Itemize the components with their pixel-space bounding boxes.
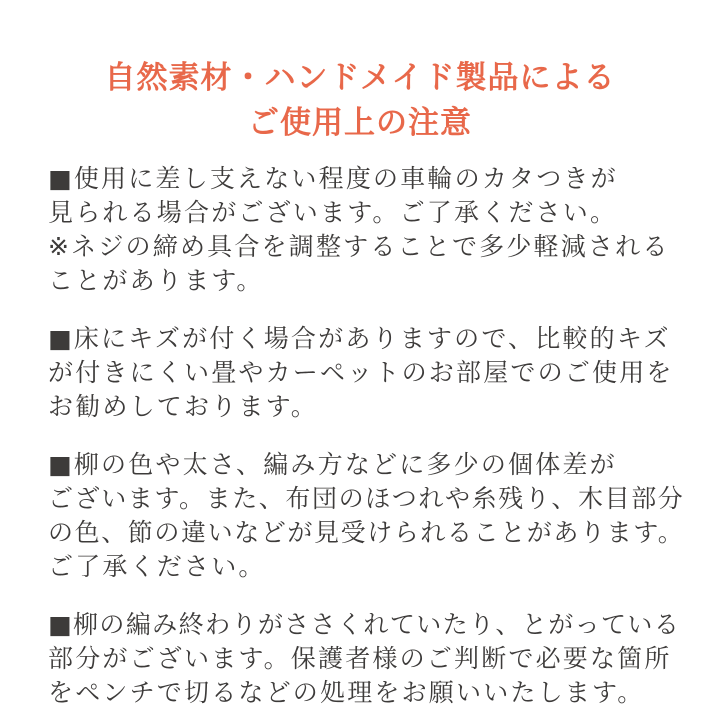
- note-1-line-1: ■使用に差し支えない程度の車輪のカタつきが: [48, 164, 618, 193]
- note-3-line-4: ご了承ください。: [48, 552, 266, 581]
- note-1-line-2: 見られる場合がございます。ご了承ください。: [48, 198, 618, 227]
- note-2-line-1: ■床にキズが付く場合がありますので、比較的キズ: [48, 324, 671, 353]
- note-2-line-2: が付きにくい畳やカーペットのお部屋でのご使用を: [48, 358, 674, 387]
- note-4-line-1: ■柳の編み終わりがささくれていたり、とがっている: [48, 610, 681, 639]
- note-1-line-3: ※ネジの締め具合を調整することで多少軽減される: [48, 232, 670, 261]
- note-1-line-4: ことがあります。: [48, 266, 264, 295]
- note-3-line-3: の色、節の違いなどが見受けられることがあります。: [48, 518, 685, 547]
- note-4-line-2: 部分がございます。保護者様のご判断で必要な箇所: [48, 644, 672, 673]
- title-line-1: 自然素材・ハンドメイド製品による: [104, 60, 616, 96]
- note-3-line-1: ■柳の色や太さ、編み方などに多少の個体差が: [48, 450, 617, 479]
- note-2-line-3: お勧めしております。: [48, 392, 319, 421]
- note-4-line-3: をペンチで切るなどの処理をお願いいたします。: [48, 678, 645, 707]
- title-line-2: ご使用上の注意: [248, 105, 472, 141]
- note-3-line-2: ございます。また、布団のほつれや糸残り、木目部分: [48, 484, 685, 513]
